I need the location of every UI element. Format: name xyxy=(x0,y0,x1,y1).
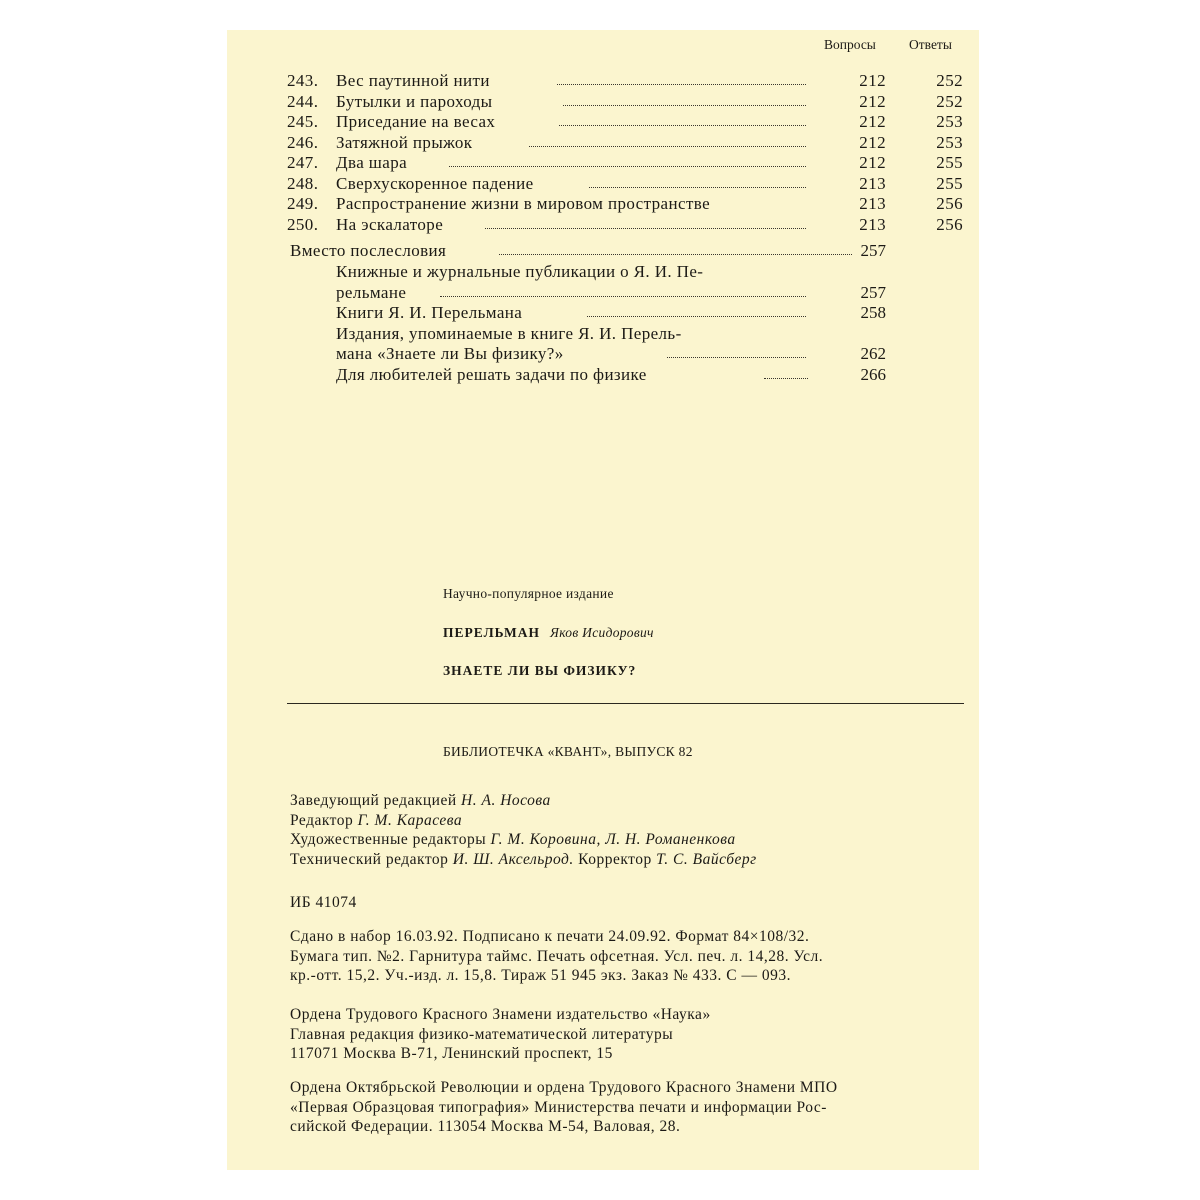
staff-art xyxy=(290,830,757,850)
toc-row xyxy=(227,173,979,194)
lovers-line: Для любителей решать задачи по физике xyxy=(336,365,647,384)
printer-line2: «Первая Образцовая типография» Министерства печати и информации Рос- xyxy=(290,1098,827,1116)
toc-answer-page: 255 xyxy=(936,153,963,172)
toc-question-page: 213 xyxy=(859,173,886,193)
afterword-leader xyxy=(499,254,852,255)
publications-line1: Книжные и журнальные публикации о Я. И. Пе- xyxy=(336,262,704,281)
printer-line1: Ордена Октябрьской Революции и ордена Трудового Красного Знамени МПО xyxy=(290,1079,838,1096)
print-info-line2: Бумага тип. №2. Гарнитура таймс. Печать офсетная. Усл. печ. л. 14,28. Усл. xyxy=(290,947,824,965)
printer-line3: сийской Федерации. 113054 Москва М-54, Валовая, 28. xyxy=(290,1118,681,1135)
ib-number: ИБ 41074 xyxy=(290,894,357,911)
toc-row xyxy=(227,70,979,91)
books-page: 258 xyxy=(860,303,886,322)
print-info-block xyxy=(290,927,823,986)
toc-number: 248. xyxy=(287,173,319,193)
toc-title: Вес паутинной нити xyxy=(336,71,490,90)
staff-editor xyxy=(290,811,757,831)
staff-tech-name: И. Ш. Аксельрод. xyxy=(452,850,574,868)
toc-row xyxy=(227,111,979,132)
toc-number: 247. xyxy=(287,153,319,172)
toc-question-page: 212 xyxy=(859,112,886,131)
toc-title: Затяжной прыжок xyxy=(336,132,473,152)
toc-leader xyxy=(559,125,806,126)
staff-editor-label: Редактор xyxy=(290,811,354,829)
series-label: БИБЛИОТЕЧКА «КВАНТ», ВЫПУСК 82 xyxy=(443,744,693,759)
column-header-questions: Вопросы xyxy=(824,37,876,52)
toc-question-page: 212 xyxy=(859,71,886,90)
toc-title: Приседание на весах xyxy=(336,112,496,131)
editions-page: 262 xyxy=(860,344,886,363)
toc-question-page: 213 xyxy=(859,214,886,234)
toc-title: Распространение жизни в мировом пространстве xyxy=(336,194,711,213)
printer-block xyxy=(290,1078,838,1137)
publisher-block xyxy=(290,1005,711,1064)
editions-line2: мана «Знаете ли Вы физику?» xyxy=(336,344,564,363)
publisher-line1: Ордена Трудового Красного Знамени издательство «Наука» xyxy=(290,1006,711,1023)
toc-number: 249. xyxy=(287,194,319,213)
toc-answer-page: 256 xyxy=(936,214,963,234)
print-info-line1: Сдано в набор 16.03.92. Подписано к печати 24.09.92. Формат 84×108/32. xyxy=(290,928,810,945)
staff-tech-label: Технический редактор xyxy=(290,850,449,868)
toc-number: 246. xyxy=(287,132,319,152)
author-surname: ПЕРЕЛЬМАН xyxy=(443,625,541,640)
toc-answer-page: 252 xyxy=(936,71,963,90)
staff-tech xyxy=(290,850,757,870)
toc-row xyxy=(227,91,979,112)
staff-editor-name: Г. М. Карасева xyxy=(357,811,463,829)
afterword-page: 257 xyxy=(860,241,886,260)
toc-question-page: 212 xyxy=(859,91,886,111)
book-title: ЗНАЕТЕ ЛИ ВЫ ФИЗИКУ? xyxy=(443,663,637,678)
staff-art-label: Художественные редакторы xyxy=(290,831,487,848)
toc-row xyxy=(227,132,979,153)
book-page xyxy=(227,30,979,1170)
toc-question-page: 213 xyxy=(859,194,886,213)
staff-block xyxy=(290,791,757,869)
staff-corrector-name: Т. С. Вайсберг xyxy=(656,850,757,868)
toc-answer-page: 256 xyxy=(936,194,963,213)
toc-number: 245. xyxy=(287,112,319,131)
toc-title: Бутылки и пароходы xyxy=(336,91,493,111)
afterword-title: Вместо послесловия xyxy=(290,241,447,260)
toc-leader xyxy=(449,166,806,167)
toc-answer-page: 253 xyxy=(936,112,963,131)
toc-row xyxy=(227,193,979,214)
publications-page: 257 xyxy=(860,283,886,302)
publisher-line3: 117071 Москва В-71, Ленинский проспект, 15 xyxy=(290,1045,613,1062)
lovers-page: 266 xyxy=(860,365,886,384)
toc-row xyxy=(227,152,979,173)
staff-corrector-label: Корректор xyxy=(578,850,652,868)
toc-leader xyxy=(563,105,806,106)
editions-line1: Издания, упоминаемые в книге Я. И. Перель- xyxy=(336,324,682,343)
toc-leader xyxy=(557,84,806,85)
toc-number: 250. xyxy=(287,214,319,234)
toc-leader xyxy=(529,146,806,147)
lovers-leader xyxy=(764,378,808,379)
toc-title: Сверхускоренное падение xyxy=(336,173,534,193)
staff-head-name: Н. А. Носова xyxy=(461,792,551,809)
toc-answer-page: 253 xyxy=(936,132,963,152)
divider-rule xyxy=(287,703,964,704)
staff-art-names: Г. М. Коровина, Л. Н. Романенкова xyxy=(490,831,736,848)
publisher-line2: Главная редакция физико-математической литературы xyxy=(290,1025,674,1043)
toc-answer-page: 255 xyxy=(936,173,963,193)
genre-label: Научно-популярное издание xyxy=(443,586,614,601)
print-info-line3: кр.-отт. 15,2. Уч.-изд. л. 15,8. Тираж 51 945 экз. Заказ № 433. С — 093. xyxy=(290,967,791,984)
column-header-answers: Ответы xyxy=(909,37,952,52)
books-leader xyxy=(587,316,806,317)
toc-title: На эскалаторе xyxy=(336,214,444,234)
toc-row xyxy=(227,214,979,235)
editions-leader xyxy=(667,357,806,358)
publications-line2: рельмане xyxy=(336,283,407,302)
toc-answer-page: 252 xyxy=(936,91,963,111)
toc-number: 244. xyxy=(287,91,319,111)
books-line: Книги Я. И. Перельмана xyxy=(336,303,523,322)
toc-question-page: 212 xyxy=(859,153,886,172)
author-line xyxy=(443,624,654,642)
publications-leader xyxy=(440,296,806,297)
toc-leader xyxy=(485,228,806,229)
author-name: Яков Исидорович xyxy=(550,625,654,640)
toc-leader xyxy=(589,187,806,188)
toc-title: Два шара xyxy=(336,153,408,172)
staff-head xyxy=(290,791,757,811)
staff-head-label: Заведующий редакцией xyxy=(290,792,457,809)
toc-question-page: 212 xyxy=(859,132,886,152)
toc-number: 243. xyxy=(287,71,319,90)
